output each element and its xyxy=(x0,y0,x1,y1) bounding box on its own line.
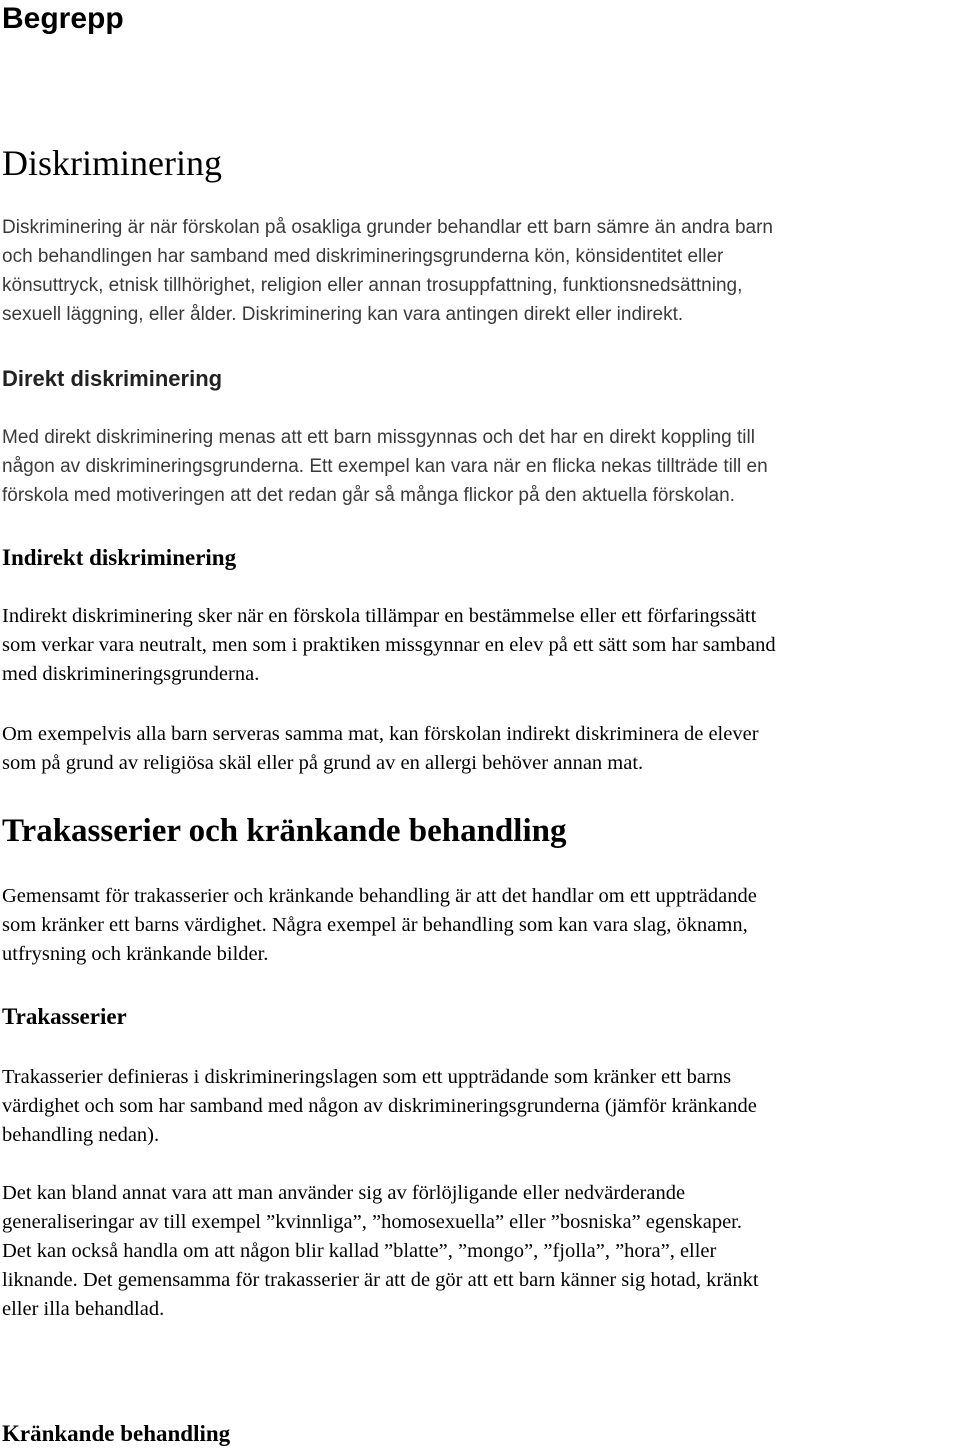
heading-diskriminering: Diskriminering xyxy=(2,143,222,183)
text-line: könsuttryck, etnisk tillhörighet, religion eller annan trosuppfattning, funktionsnedsättning, xyxy=(2,275,743,296)
text-line: sexuell läggning, eller ålder. Diskriminering kan vara antingen direkt eller indirekt. xyxy=(2,304,684,325)
text-line: Gemensamt för trakasserier och kränkande behandling är att det handlar om ett uppträdande xyxy=(2,885,757,907)
paragraph-diskriminering xyxy=(2,213,952,329)
text-line: Diskriminering är när förskolan på osakliga grunder behandlar ett barn sämre än andra barn xyxy=(2,217,773,238)
text-line: eller illa behandlad. xyxy=(2,1298,165,1320)
text-line: värdighet och som har samband med någon av diskrimineringsgrunderna (jämför kränkande xyxy=(2,1095,757,1117)
text-line: och behandlingen har samband med diskrimineringsgrunderna kön, könsidentitet eller xyxy=(2,246,724,267)
text-line: förskola med motiveringen att det redan går så många flickor på den aktuella förskolan. xyxy=(2,485,735,506)
text-line: som kränker ett barns värdighet. Några exempel är behandling som kan vara slag, öknamn, xyxy=(2,914,748,936)
text-line: som verkar vara neutralt, men som i praktiken missgynnar en elev på ett sätt som har samband xyxy=(2,634,776,656)
heading-indirekt-diskriminering: Indirekt diskriminering xyxy=(2,545,237,570)
paragraph-indirekt-2 xyxy=(2,720,960,778)
text-line: med diskrimineringsgrunderna. xyxy=(2,663,260,685)
text-line: Indirekt diskriminering sker när en förskola tillämpar en bestämmelse eller ett förfaringssätt xyxy=(2,605,757,627)
text-line: Det kan också handla om att någon blir kallad ”blatte”, ”mongo”, ”fjolla”, ”hora”, eller xyxy=(2,1240,717,1262)
text-line: Med direkt diskriminering menas att ett barn missgynnas och det har en direkt koppling till xyxy=(2,427,755,448)
text-line: Om exempelvis alla barn serveras samma mat, kan förskolan indirekt diskriminera de elever xyxy=(2,723,759,745)
page-title: Begrepp xyxy=(2,2,124,35)
heading-trakasserier-och-krankande: Trakasserier och kränkande behandling xyxy=(2,813,567,849)
paragraph-direkt-diskriminering xyxy=(2,423,952,510)
text-line: utfrysning och kränkande bilder. xyxy=(2,943,269,965)
text-line: behandling nedan). xyxy=(2,1124,160,1146)
text-line: Trakasserier definieras i diskrimineringslagen som ett uppträdande som kränker ett barns xyxy=(2,1066,732,1088)
text-line: någon av diskrimineringsgrunderna. Ett exempel kan vara när en flicka nekas tillträde till en xyxy=(2,456,768,477)
text-line: liknande. Det gemensamma för trakasserier är att de gör att ett barn känner sig hotad, kränkt xyxy=(2,1269,759,1291)
text-line: generaliseringar av till exempel ”kvinnliga”, ”homosexuella” eller ”bosniska” egenskaper. xyxy=(2,1211,742,1233)
paragraph-trakasserier-2 xyxy=(2,1179,960,1324)
heading-direkt-diskriminering: Direkt diskriminering xyxy=(2,366,223,391)
heading-krankande-behandling: Kränkande behandling xyxy=(2,1421,231,1446)
paragraph-indirekt-1 xyxy=(2,602,960,689)
paragraph-trakasserier-1 xyxy=(2,1063,960,1150)
paragraph-trakasserier-och-krankande xyxy=(2,882,960,969)
text-line: Det kan bland annat vara att man använder sig av förlöjligande eller nedvärderande xyxy=(2,1182,686,1204)
text-line: som på grund av religiösa skäl eller på grund av en allergi behöver annan mat. xyxy=(2,752,644,774)
heading-trakasserier: Trakasserier xyxy=(2,1004,127,1029)
